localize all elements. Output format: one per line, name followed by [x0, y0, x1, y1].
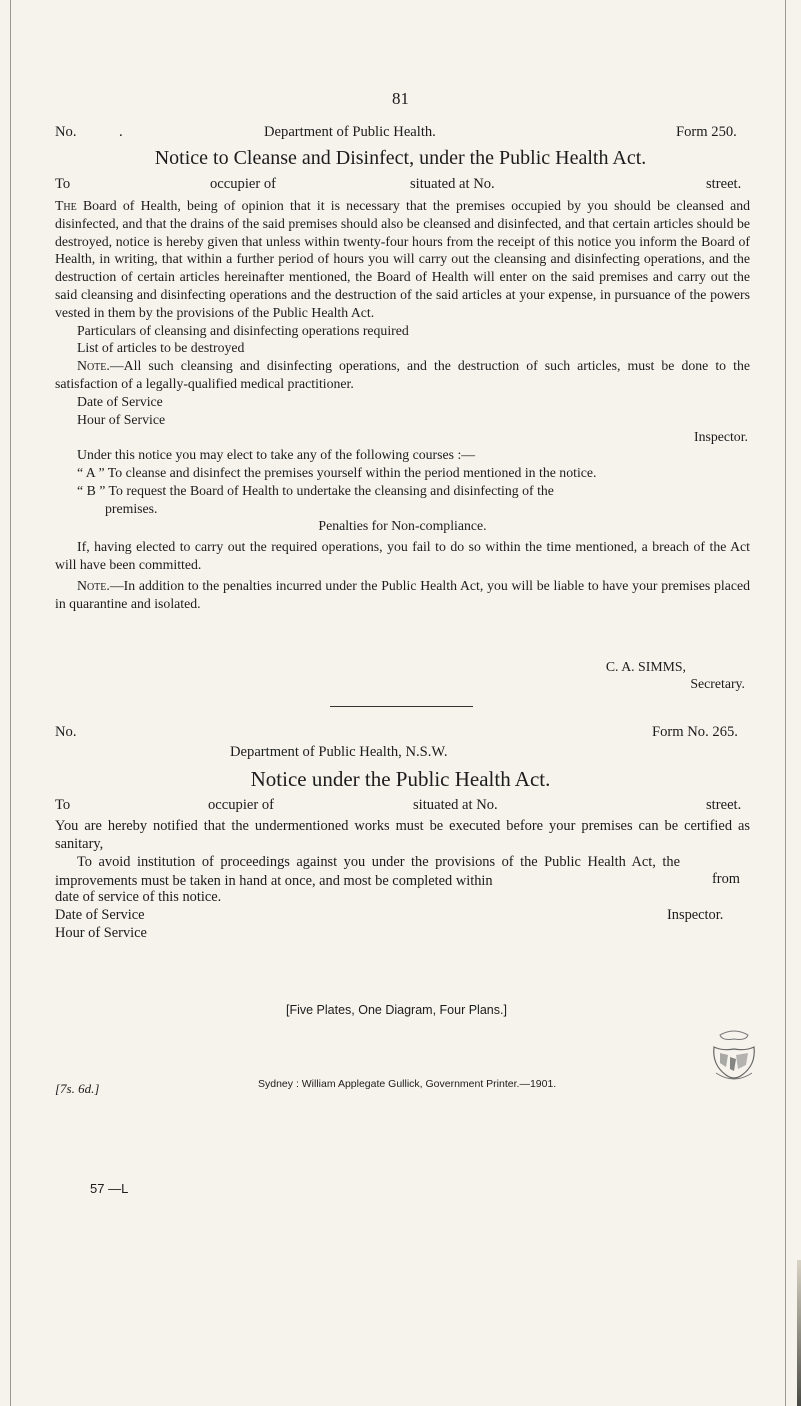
notice1-body-text: Board of Health, being of opinion that it is necessary that the premises occupied by you should be cleansed and disinfected, and that the drains of the said premises should also be cleansed and disinfected, and that certain articles should be destroyed, notice is hereby given that unless within twenty-four hours from the receipt of this notice you inform the Board of Health, in writing, that within a further period of hours you will carry out the cleansing and disinfecting operations, and the destruction of certain articles hereinafter mentioned, the Board of Health will enter on the said premises and carry out the said cleansing and disinfecting operations and the destruction of the said articles at your expense, in pursuance of the powers vested in them by the provisions of the Public Health Act. [55, 198, 750, 320]
notice1-signatory-title: Secretary. [690, 676, 745, 691]
notice1-course-a: “ A ” To cleanse and disinfect the premises yourself within the period mentioned in the notice. [77, 464, 597, 480]
notice1-note-text: —All such cleansing and disinfecting operations, and the destruction of such articles, must be done to the satisfaction of a legally-qualified medical practitioner. [55, 358, 750, 391]
notice1-body [55, 197, 750, 612]
notice1-particulars: Particulars of cleansing and disinfecting operations required [77, 322, 409, 338]
notice2-form-number: Form No. 265. [652, 724, 738, 740]
notice1-department: Department of Public Health. [264, 124, 436, 140]
notice1-penalties-heading: Penalties for Non-compliance. [318, 518, 487, 534]
notice2-occupier: occupier of [208, 797, 275, 813]
notice1-title: Notice to Cleanse and Disinfect, under the Public Health Act. [154, 147, 647, 169]
notice2-hour-of-service: Hour of Service [55, 925, 147, 941]
notice1-to: To [55, 176, 71, 192]
notice1-articles-list: List of articles to be destroyed [77, 340, 245, 356]
government-printer-seal-icon [706, 1025, 762, 1085]
notice2-body [55, 817, 750, 890]
notice2-no-label: No. [55, 724, 77, 740]
notice1-occupier: occupier of [210, 176, 277, 192]
notice1-no-label: No. [55, 124, 77, 140]
notice1-inspector: Inspector. [693, 429, 748, 445]
notice2-department: Department of Public Health, N.S.W. [230, 744, 448, 760]
notice1-note2-label: Note. [77, 577, 110, 593]
section-divider [330, 706, 473, 707]
signature-mark: 57 —L [90, 1181, 129, 1196]
notice1-form-number: Form 250. [676, 124, 737, 140]
notice2-body2-from: from [712, 871, 740, 887]
notice1-hour-of-service: Hour of Service [77, 411, 166, 427]
left-binding-edge [10, 0, 11, 1406]
notice2-body2: To avoid institution of proceedings against you under the provisions of the Public Health Act, the improvements must be taken in hand at once, and most be completed within [55, 854, 680, 889]
notice1-body-first-word: The [55, 198, 77, 213]
scan-shadow [797, 1260, 801, 1406]
plates-note: [Five Plates, One Diagram, Four Plans.] [286, 1003, 507, 1017]
notice1-signatory: C. A. SIMMS, [605, 659, 686, 674]
notice1-no-dot: . [119, 124, 123, 140]
notice1-note2-text: —In addition to the penalties incurred under the Public Health Act, you will be liable to have your premises placed in quarantine and isolated. [55, 577, 750, 611]
right-page-edge [785, 0, 786, 1406]
page-number: 81 [392, 89, 409, 108]
notice1-course-b-line2: premises. [105, 500, 158, 516]
notice2-situated: situated at No. [413, 797, 498, 813]
notice2-street: street. [706, 797, 742, 813]
notice1-penalties-text: If, having elected to carry out the required operations, you fail to do so within the time mentioned, a breach of the Act will have been committed. [55, 539, 750, 572]
notice1-street: street. [706, 176, 742, 192]
notice2-body1: You are hereby notified that the undermentioned works must be executed before your premises can be certified as sanitary, [55, 818, 750, 853]
notice1-situated: situated at No. [410, 176, 495, 192]
notice2-body2-end: date of service of this notice. [55, 889, 222, 905]
notice2-title: Notice under the Public Health Act. [250, 767, 551, 791]
notice1-course-b-line1: “ B ” To request the Board of Health to undertake the cleansing and disinfecting of the [77, 482, 554, 498]
notice2-to: To [55, 797, 71, 813]
notice1-date-of-service: Date of Service [77, 393, 163, 409]
notice2-inspector: Inspector. [667, 907, 724, 923]
notice1-courses-intro: Under this notice you may elect to take any of the following courses :— [77, 447, 476, 463]
notice1-note-label: Note. [77, 358, 110, 374]
notice2-date-of-service: Date of Service [55, 907, 145, 923]
printer-imprint: Sydney : William Applegate Gullick, Government Printer.—1901. [258, 1078, 557, 1090]
price: [7s. 6d.] [55, 1081, 100, 1096]
